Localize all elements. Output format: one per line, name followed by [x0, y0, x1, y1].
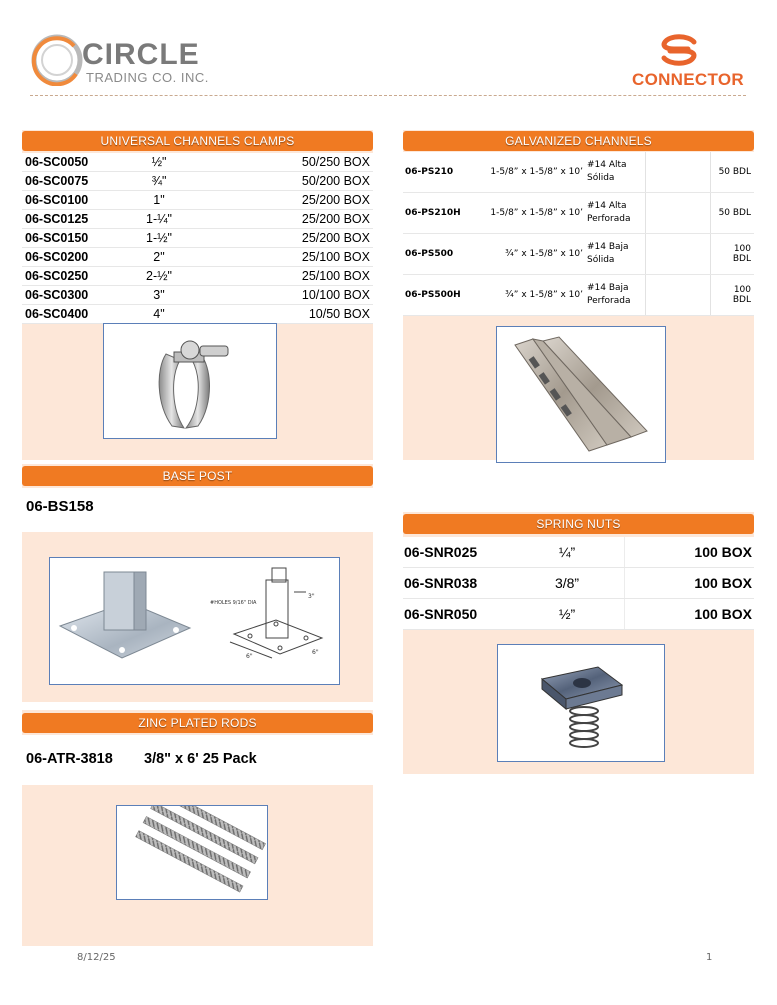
gauge: #14 Alta	[587, 160, 627, 170]
rods-image	[116, 805, 268, 900]
table-row	[403, 568, 754, 599]
empty-cell	[646, 234, 711, 275]
size: ¼”	[510, 537, 625, 568]
part-number: 06-SC0400	[22, 305, 117, 324]
part-number: 06-BS158	[26, 498, 94, 515]
gauge: #14 Baja	[587, 242, 629, 252]
empty-cell	[646, 152, 711, 193]
part-number: 06-SC0150	[22, 229, 117, 248]
size: 1-¼"	[117, 210, 201, 229]
pack: 25/100 BOX	[201, 248, 373, 267]
part-number: 06-SC0300	[22, 286, 117, 305]
part-number: 06-PS500H	[403, 275, 473, 316]
size: 1"	[117, 191, 201, 210]
part-number: 06-SNR038	[403, 568, 510, 599]
dimension-depth: 6"	[312, 649, 319, 656]
pack: 50/200 BOX	[201, 172, 373, 191]
size: 2"	[117, 248, 201, 267]
empty-cell	[646, 193, 711, 234]
size: 2-½"	[117, 267, 201, 286]
circle-logo-icon	[30, 34, 84, 86]
table-row	[22, 191, 373, 210]
page-number: 1	[706, 952, 713, 963]
gauge-finish	[585, 234, 646, 275]
table-row	[22, 286, 373, 305]
finish: Sólida	[587, 173, 615, 183]
universal-clamps-title: UNIVERSAL CHANNELS CLAMPS	[22, 131, 373, 151]
part-number: 06-ATR-3818	[26, 751, 113, 767]
table-row	[403, 275, 754, 316]
galvanized-title: GALVANIZED CHANNELS	[403, 131, 754, 151]
dimensions: ¾” x 1-5/8” x 10’	[473, 234, 585, 275]
finish: Perforada	[587, 296, 631, 306]
dimension-height: 3"	[308, 593, 315, 600]
galvanized-table	[403, 152, 754, 316]
spring-nut-image	[497, 644, 665, 762]
dimension-note: #HOLES 9/16" DIA	[210, 600, 257, 606]
zinc-rods-title: ZINC PLATED RODS	[22, 713, 373, 733]
dimensions: ¾” x 1-5/8” x 10’	[473, 275, 585, 316]
connector-logo	[628, 34, 748, 90]
pack: 100 BDL	[711, 234, 755, 275]
base-post-title: BASE POST	[22, 466, 373, 486]
part-number: 06-SNR050	[403, 599, 510, 630]
table-row	[403, 152, 754, 193]
dimensions: 1-5/8” x 1-5/8” x 10’	[473, 152, 585, 193]
size: 3"	[117, 286, 201, 305]
pack: 50 BDL	[711, 152, 755, 193]
table-row	[403, 193, 754, 234]
part-number: 06-SC0100	[22, 191, 117, 210]
pack: 100 BDL	[711, 275, 755, 316]
part-number: 06-SC0125	[22, 210, 117, 229]
gauge-finish	[585, 193, 646, 234]
header-divider	[30, 95, 746, 96]
footer-date: 8/12/25	[77, 952, 116, 963]
pack: 10/100 BOX	[201, 286, 373, 305]
pack: 100 BOX	[625, 537, 755, 568]
part-number: 06-SNR025	[403, 537, 510, 568]
gauge-finish	[585, 152, 646, 193]
table-row	[22, 267, 373, 286]
pack: 25/200 BOX	[201, 229, 373, 248]
size: ½”	[510, 599, 625, 630]
pack: 25/200 BOX	[201, 191, 373, 210]
empty-cell	[646, 275, 711, 316]
pack: 100 BOX	[625, 599, 755, 630]
logo-word: CIRCLE	[82, 38, 200, 71]
pack: 25/100 BOX	[201, 267, 373, 286]
clamp-image	[103, 323, 277, 439]
logo-subtitle: TRADING CO. INC.	[86, 70, 209, 85]
table-row	[403, 537, 754, 568]
dimension-width: 6"	[246, 653, 253, 660]
part-number: 06-PS210	[403, 152, 473, 193]
pack: 10/50 BOX	[201, 305, 373, 324]
part-number: 06-SC0075	[22, 172, 117, 191]
size: 4"	[117, 305, 201, 324]
part-number: 06-PS500	[403, 234, 473, 275]
spring-nuts-title: SPRING NUTS	[403, 514, 754, 534]
size: ½"	[117, 153, 201, 172]
base-post-image	[49, 557, 340, 685]
table-row	[22, 172, 373, 191]
zinc-rods-row	[22, 735, 373, 785]
table-row	[22, 305, 373, 324]
dimensions: 1-5/8” x 1-5/8” x 10’	[473, 193, 585, 234]
universal-clamps-table	[22, 153, 373, 324]
channel-image	[496, 326, 666, 463]
gauge: #14 Alta	[587, 201, 627, 211]
table-row	[403, 234, 754, 275]
spring-nuts-table	[403, 537, 754, 630]
connector-logo-icon	[658, 34, 700, 66]
size: ¾"	[117, 172, 201, 191]
pack: 50/250 BOX	[201, 153, 373, 172]
part-number: 06-SC0250	[22, 267, 117, 286]
part-number: 06-SC0050	[22, 153, 117, 172]
table-row	[22, 248, 373, 267]
gauge: #14 Baja	[587, 283, 629, 293]
table-row	[22, 153, 373, 172]
description: 3/8" x 6' 25 Pack	[144, 751, 257, 767]
table-row	[403, 599, 754, 630]
base-post-row	[22, 488, 373, 532]
table-row	[22, 210, 373, 229]
finish: Sólida	[587, 255, 615, 265]
part-number: 06-SC0200	[22, 248, 117, 267]
pack: 100 BOX	[625, 568, 755, 599]
connector-word: CONNECTOR	[632, 70, 744, 89]
table-row	[22, 229, 373, 248]
size: 3/8”	[510, 568, 625, 599]
pack: 50 BDL	[711, 193, 755, 234]
finish: Perforada	[587, 214, 631, 224]
circle-trading-logo	[30, 34, 230, 86]
size: 1-½"	[117, 229, 201, 248]
pack: 25/200 BOX	[201, 210, 373, 229]
gauge-finish	[585, 275, 646, 316]
part-number: 06-PS210H	[403, 193, 473, 234]
